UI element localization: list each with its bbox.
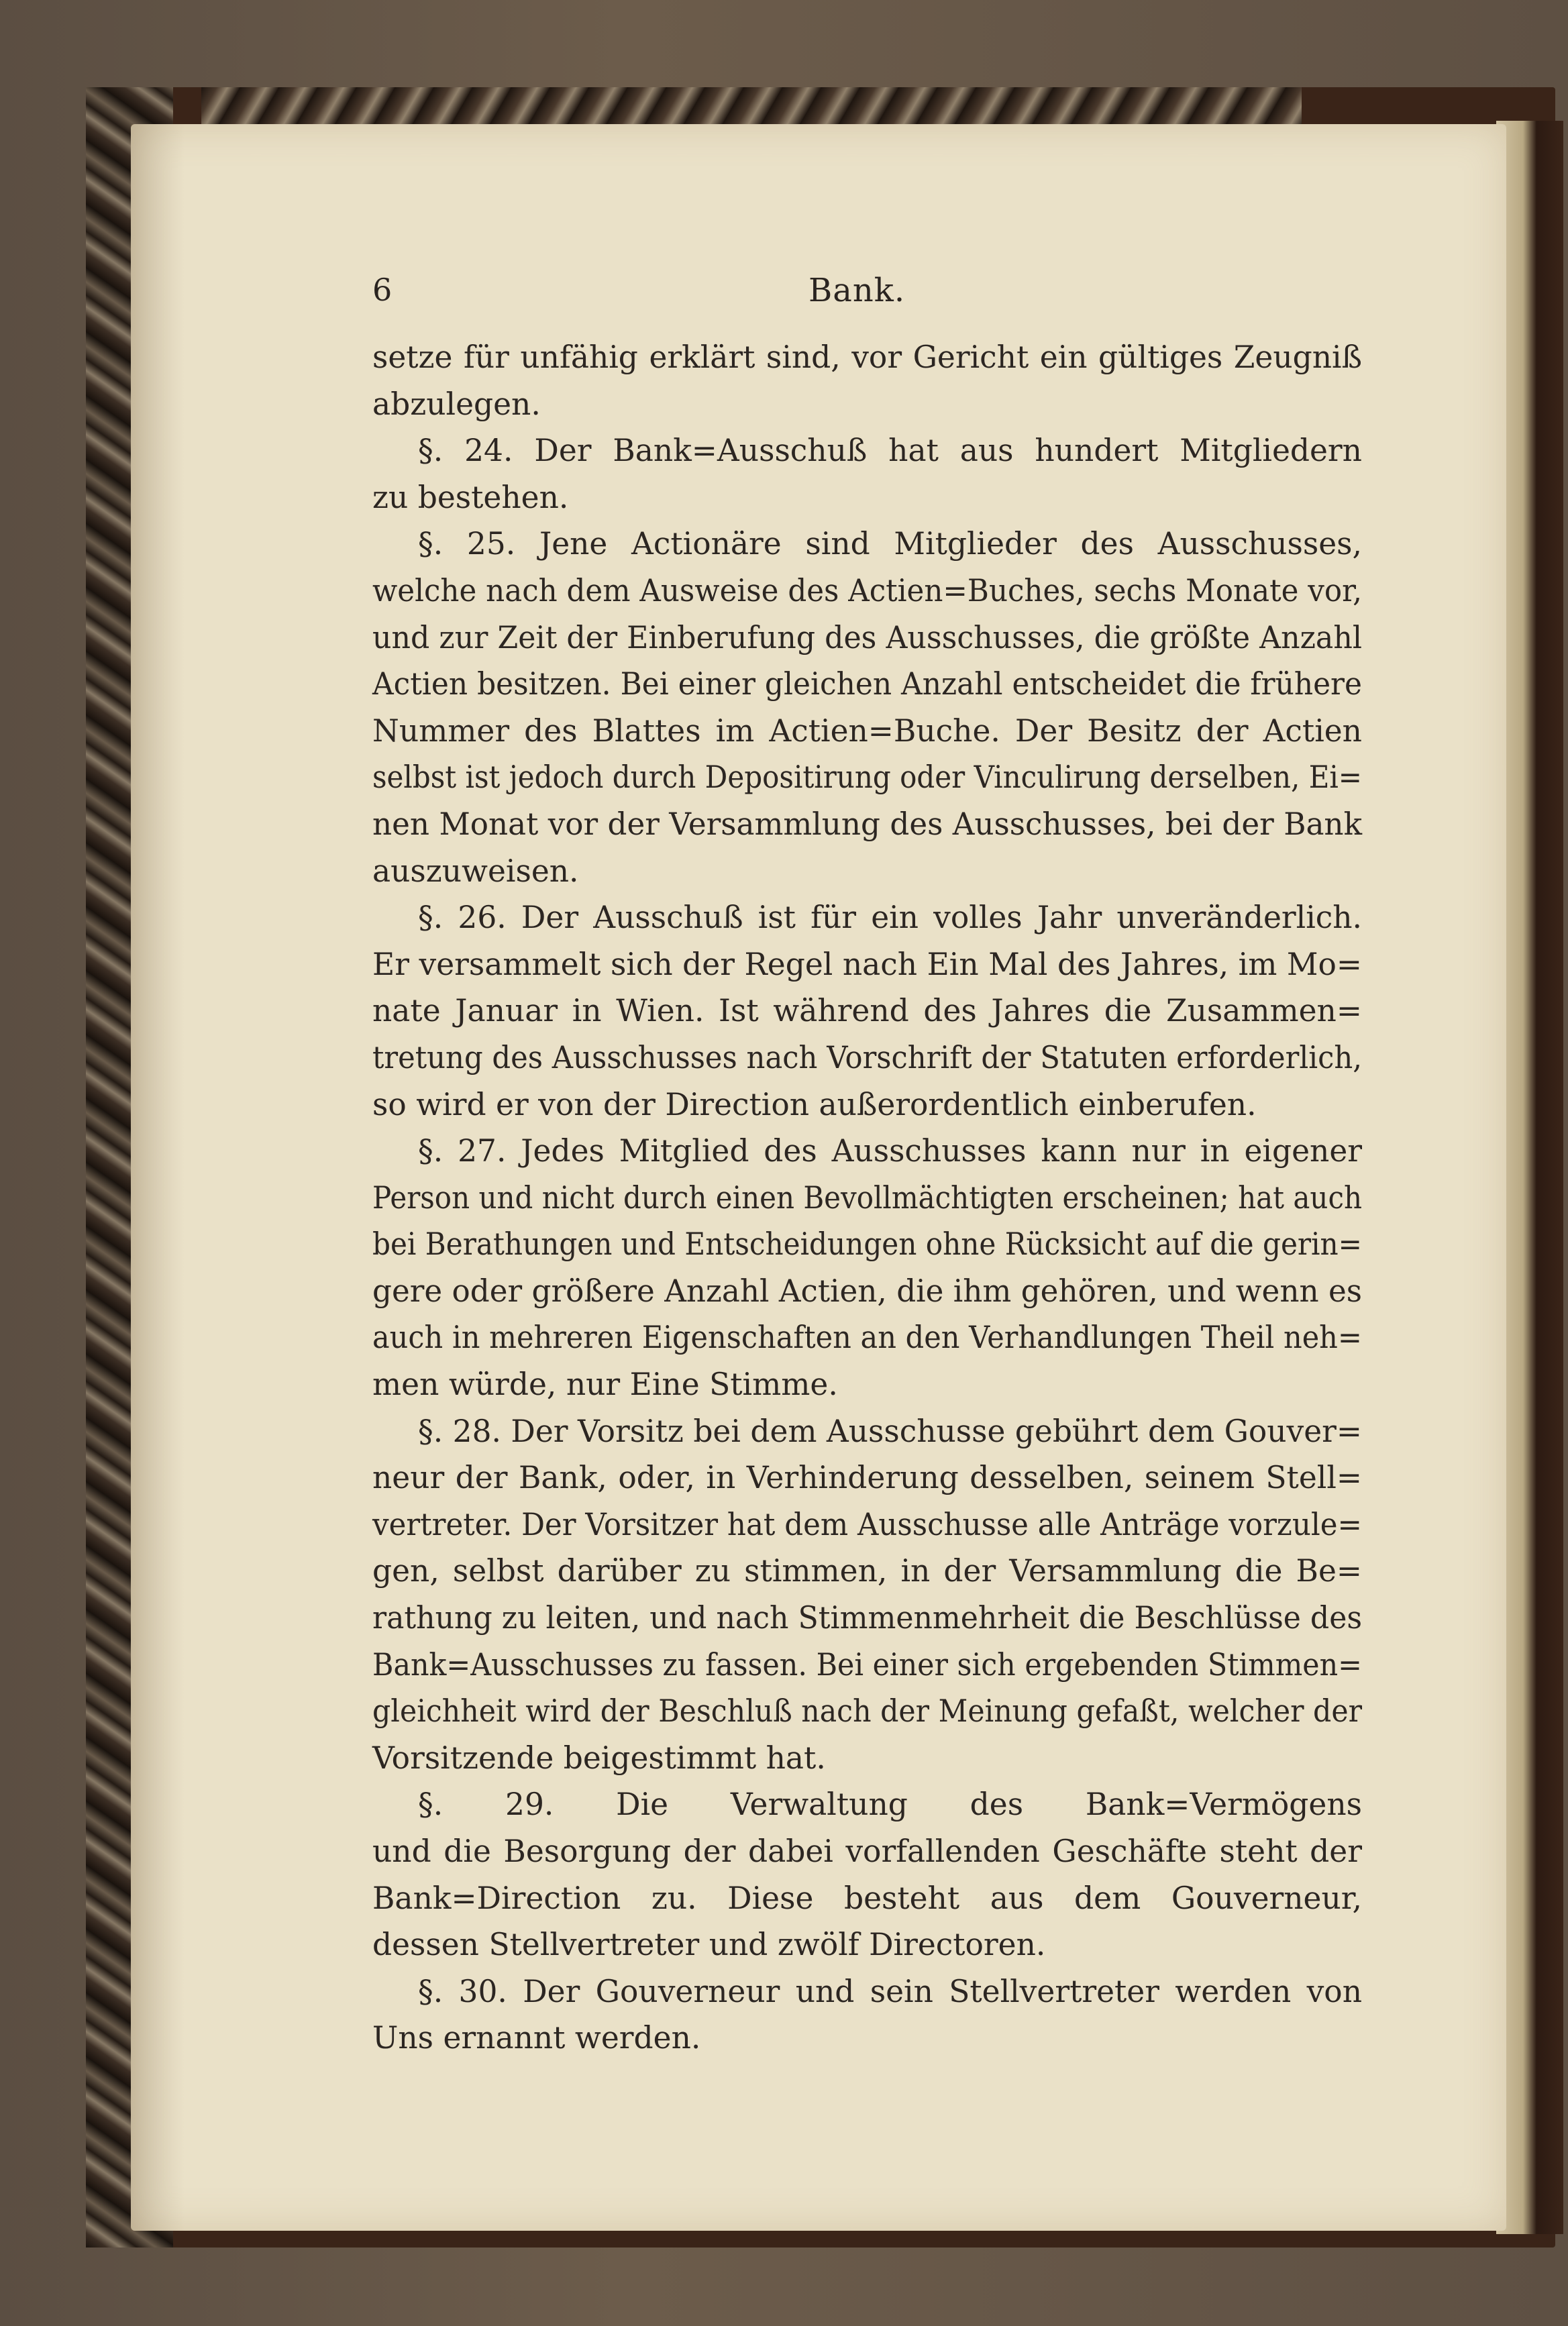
text-line: auch in mehreren Eigenschaften an den Verhandlungen Theil neh= (372, 1320, 1362, 1356)
text-line: rathung zu leiten, und nach Stimmenmehrheit die Beschlüsse des (372, 1600, 1362, 1636)
text-line: gleichheit wird der Beschluß nach der Meinung gefaßt, welcher der (372, 1693, 1362, 1730)
text-line: dessen Stellvertreter und zwölf Directoren. (372, 1927, 1046, 1963)
text-line: tretung des Ausschusses nach Vorschrift der Statuten erforderlich, (372, 1039, 1362, 1075)
text-line: §. 25. Jene Actionäre sind Mitglieder des Ausschusses, (418, 526, 1362, 562)
text-line: men würde, nur Eine Stimme. (372, 1367, 838, 1403)
text-line: selbst ist jedoch durch Depositirung oder Vinculirung derselben, Ei= (372, 759, 1362, 796)
text-line: §. 28. Der Vorsitz bei dem Ausschusse gebührt dem Gouver= (418, 1413, 1362, 1449)
text-line: setze für unfähig erklärt sind, vor Gericht ein gültiges Zeugniß (372, 339, 1362, 375)
text-line: abzulegen. (372, 386, 541, 422)
text-line: gere oder größere Anzahl Actien, die ihm gehören, und wenn es (372, 1273, 1362, 1309)
text-line: §. 30. Der Gouverneur und sein Stellvertreter werden von (418, 1973, 1362, 2009)
text-line: vertreter. Der Vorsitzer hat dem Ausschusse alle Anträge vorzule= (372, 1506, 1362, 1542)
text-line: §. 24. Der Bank=Ausschuß hat aus hundert Mitgliedern (418, 433, 1362, 469)
text-line: neur der Bank, oder, in Verhinderung desselben, seinem Stell= (372, 1460, 1362, 1496)
text-line: gen, selbst darüber zu stimmen, in der Versammlung die Be= (372, 1553, 1362, 1589)
text-line: welche nach dem Ausweise des Actien=Buches, sechs Monate vor, (372, 572, 1362, 609)
text-line: zu bestehen. (372, 479, 569, 515)
text-line: nen Monat vor der Versammlung des Ausschusses, bei der Bank (372, 806, 1362, 842)
text-line: §. 26. Der Ausschuß ist für ein volles Jahr unveränderlich. (418, 900, 1362, 936)
text-line: Actien besitzen. Bei einer gleichen Anzahl entscheidet die frühere (372, 666, 1362, 702)
text-line: Bank=Ausschusses zu fassen. Bei einer sich ergebenden Stimmen= (372, 1646, 1362, 1683)
text-line: Person und nicht durch einen Bevollmächtigten erscheinen; hat auch (372, 1179, 1362, 1216)
text-line: auszuweisen. (372, 853, 579, 889)
text-line: nate Januar in Wien. Ist während des Jahres die Zusammen= (372, 993, 1362, 1029)
text-line: §. 29. Die Verwaltung des Bank=Vermögens (418, 1787, 1362, 1823)
text-line: §. 27. Jedes Mitglied des Ausschusses kann nur in eigener (418, 1133, 1362, 1169)
marbled-edge-top (201, 87, 1302, 127)
text-line: so wird er von der Direction außerordentlich einberufen. (372, 1086, 1257, 1122)
running-head: Bank. (808, 272, 906, 309)
text-line: und zur Zeit der Einberufung des Ausschusses, die größte Anzahl (372, 619, 1362, 655)
text-line: Uns ernannt werden. (372, 2020, 701, 2056)
page-header (372, 272, 1365, 319)
gutter-shadow (131, 124, 185, 2231)
page-number: 6 (372, 272, 393, 308)
text-line: Er versammelt sich der Regel nach Ein Mal des Jahres, im Mo= (372, 946, 1362, 982)
text-line: Vorsitzende beigestimmt hat. (372, 1740, 826, 1776)
text-line: und die Besorgung der dabei vorfallenden Geschäfte steht der (372, 1834, 1362, 1869)
text-line: Bank=Direction zu. Diese besteht aus dem Gouverneur, (372, 1880, 1362, 1916)
text-line: Nummer des Blattes im Actien=Buche. Der Besitz der Actien (372, 712, 1362, 749)
page-edge-right (1496, 121, 1563, 2234)
text-line: bei Berathungen und Entscheidungen ohne Rücksicht auf die gerin= (372, 1226, 1362, 1263)
body-text (372, 334, 1362, 2062)
